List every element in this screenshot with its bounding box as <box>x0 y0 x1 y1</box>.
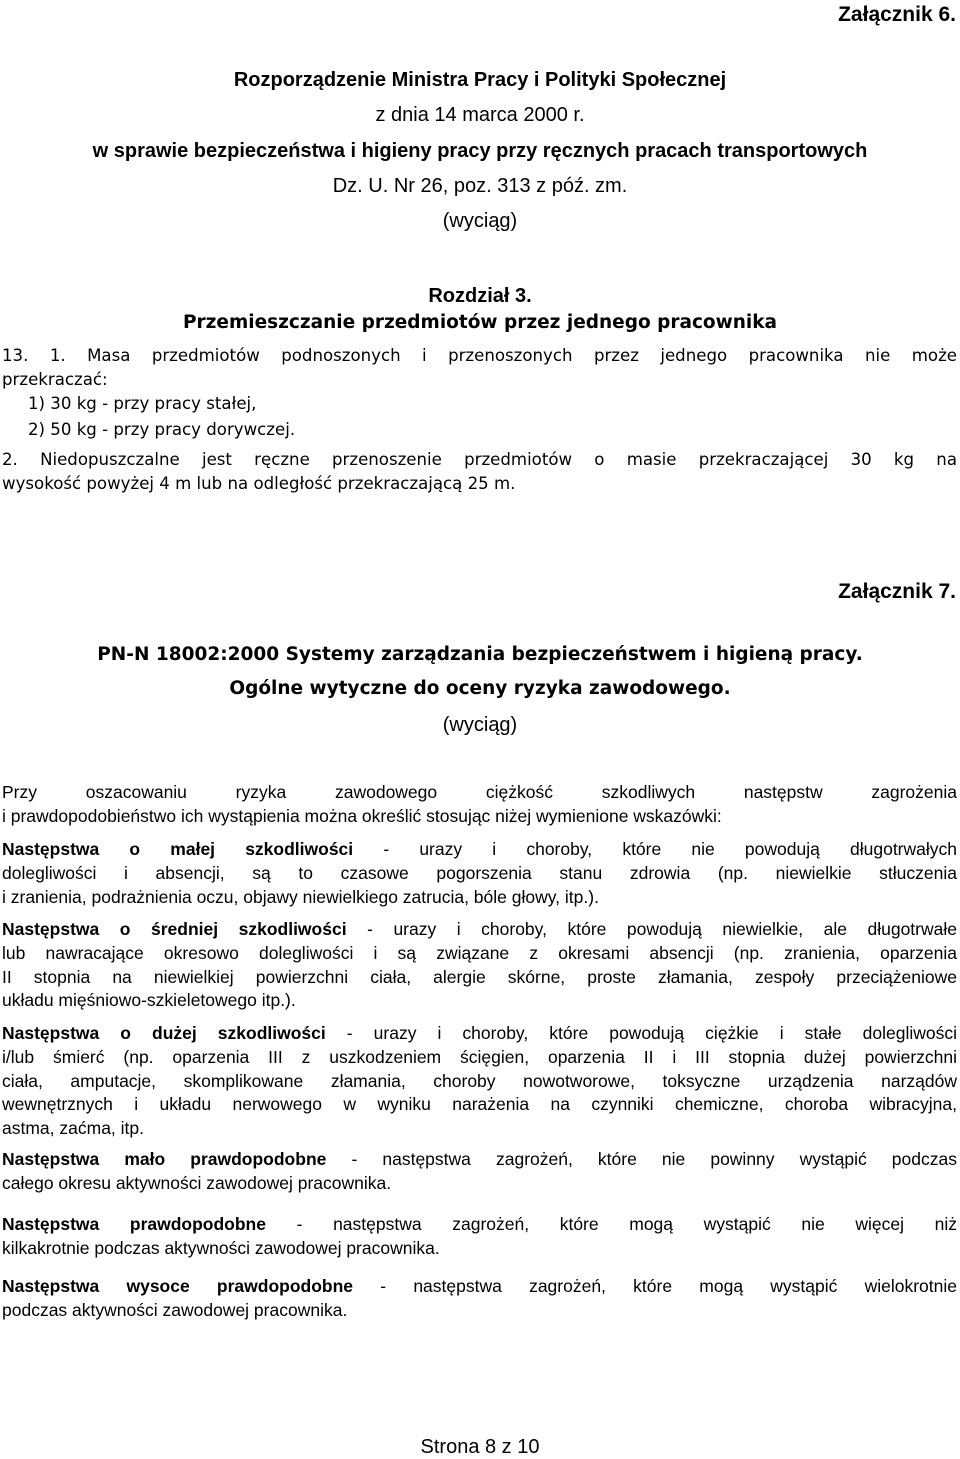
definition-line <box>2 1275 957 1299</box>
standard-title: PN-N 18002:2000 Systemy zarządzania bezpieczeństwem i higieną pracy. <box>97 644 863 665</box>
definition-paragraph <box>2 1148 957 1196</box>
definition-line: astma, zaćma, itp. <box>2 1118 144 1139</box>
definition-line: ciała, amputacje, skomplikowane złamania, choroby nowotworowe, toksyczne urządzenia narządów <box>2 1070 957 1091</box>
definition-term: Następstwa prawdopodobne <box>2 1214 266 1234</box>
list-item-2: 2) 50 kg - przy pracy dorywczej. <box>28 420 296 439</box>
paragraph-13-1 <box>2 344 957 391</box>
annex-7-label: Załącznik 7. <box>838 580 956 603</box>
definition-line: wewnętrznych i układu nerwowego w wyniku narażenia na czynniki chemiczne, choroba wibracyjna, <box>2 1094 957 1115</box>
definition-line: lub nawracające okresowo dolegliwości i są związane z okresami absencji (np. zranienia, oparzenia <box>2 942 957 963</box>
regulation-date: z dnia 14 marca 2000 r. <box>375 104 585 126</box>
intro-line2: i prawdopodobieństwo ich wystąpienia można określić stosując niżej wymienione wskazówki: <box>2 805 722 826</box>
definition-line: podczas aktywności zawodowej pracownika. <box>2 1299 348 1320</box>
page-footer: Strona 8 z 10 <box>420 1436 540 1458</box>
definition-term: Następstwa o małej szkodliwości <box>2 839 354 859</box>
definition-term: Następstwa o dużej szkodliwości <box>2 1023 326 1043</box>
paragraph-2-line2: wysokość powyżej 4 m lub na odległość przekraczającą 25 m. <box>2 473 516 493</box>
regulation-reference: Dz. U. Nr 26, poz. 313 z póź. zm. <box>332 175 628 197</box>
definition-line: dolegliwości i absencji, są to czasowe pogorszenia stanu zdrowia (np. niewielkie stłuczenia <box>2 862 957 883</box>
definition-text: - urazy i choroby, które powodują niewielkie, ale długotrwałe <box>346 919 957 939</box>
definition-line: i/lub śmierć (np. oparzenia III z uszkodzeniem ścięgien, oparzenia II i III stopnia dużej powierzchni <box>2 1046 957 1067</box>
paragraph-13-1-line1: 13. 1. Masa przedmiotów podnoszonych i przenoszonych przez jednego pracownika nie może <box>2 346 957 365</box>
paragraph-2 <box>2 448 957 495</box>
definition-line: i zranienia, podrażnienia oczu, objawy niewielkiego zatrucia, bóle głowy, itp.). <box>2 886 599 907</box>
definition-text: - następstwa zagrożeń, które mogą wystąpić wielokrotnie <box>353 1276 958 1296</box>
definition-line: II stopnia na niewielkiej powierzchni ciała, alergie skórne, proste złamania, zespoły przeciążeniowe <box>2 966 957 987</box>
intro-paragraph <box>2 781 957 829</box>
paragraph-2-line1: 2. Niedopuszczalne jest ręczne przenoszenie przedmiotów o masie przekraczającej 30 kg na <box>2 450 957 469</box>
definition-paragraph <box>2 1213 957 1261</box>
regulation-subject: w sprawie bezpieczeństwa i higieny pracy przy ręcznych pracach transportowych <box>92 140 868 162</box>
definition-line <box>2 838 957 862</box>
intro-line1: Przy oszacowaniu ryzyka zawodowego ciężkość szkodliwych następstw zagrożenia <box>2 782 957 802</box>
definition-term: Następstwa mało prawdopodobne <box>2 1149 327 1169</box>
definition-line: kilkakrotnie podczas aktywności zawodowej pracownika. <box>2 1237 440 1258</box>
standard-subtitle: Ogólne wytyczne do oceny ryzyka zawodowego. <box>229 678 731 699</box>
definition-text: - urazy i choroby, które powodują ciężkie i stałe dolegliwości <box>325 1023 957 1043</box>
definition-line: całego okresu aktywności zawodowej pracownika. <box>2 1172 392 1193</box>
excerpt-label-1: (wyciąg) <box>442 210 518 232</box>
list-item-1: 1) 30 kg - przy pracy stałej, <box>28 394 257 413</box>
definition-line <box>2 1148 957 1172</box>
definition-line <box>2 918 957 942</box>
definition-text: - urazy i choroby, które nie powodują długotrwałych <box>353 839 958 859</box>
definition-text: - następstwa zagrożeń, które mogą wystąpić nie więcej niż <box>265 1214 957 1234</box>
chapter-title: Przemieszczanie przedmiotów przez jednego pracownika <box>182 312 778 333</box>
paragraph-13-1-line2: przekraczać: <box>2 369 108 389</box>
definition-paragraph <box>2 838 957 909</box>
chapter-number: Rozdział 3. <box>428 285 532 307</box>
regulation-title: Rozporządzenie Ministra Pracy i Polityki Społecznej <box>233 69 727 91</box>
definition-text: - następstwa zagrożeń, które nie powinny wystąpić podczas <box>326 1149 957 1169</box>
definition-term: Następstwa o średniej szkodliwości <box>2 919 347 939</box>
annex-6-label: Załącznik 6. <box>838 3 956 26</box>
definition-line: układu mięśniowo-szkieletowego itp.). <box>2 990 296 1011</box>
definition-line <box>2 1213 957 1237</box>
definition-term: Następstwa wysoce prawdopodobne <box>2 1276 354 1296</box>
definition-paragraph <box>2 918 957 1013</box>
excerpt-label-2: (wyciąg) <box>442 714 518 736</box>
definition-paragraph <box>2 1022 957 1141</box>
definition-line <box>2 1022 957 1046</box>
definition-paragraph <box>2 1275 957 1323</box>
